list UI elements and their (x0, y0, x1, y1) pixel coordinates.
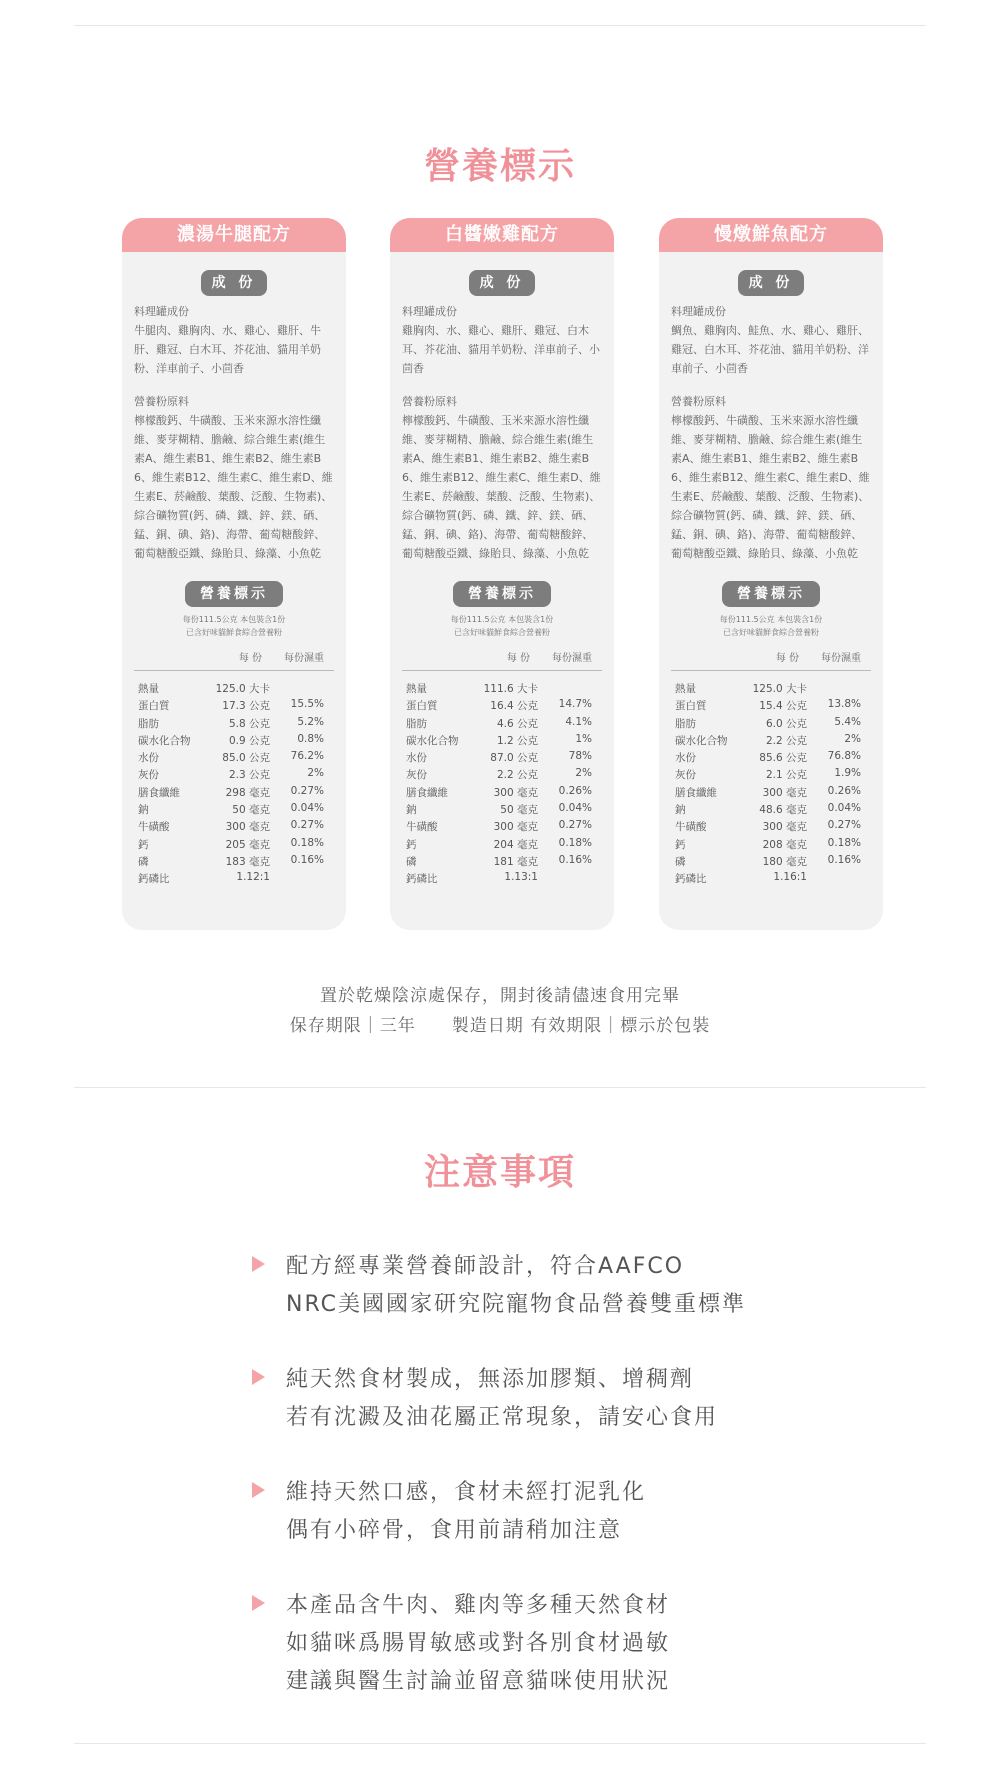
nutrient-name: 牛磺酸 (138, 821, 170, 834)
column-per-serving: 每 份 (238, 653, 262, 664)
recipe-card (122, 218, 346, 930)
nutrient-name: 脂肪 (406, 717, 427, 730)
nutrition-table (134, 681, 334, 889)
nutrition-row (402, 854, 602, 871)
recipe-card (659, 218, 883, 930)
nutrient-amount: 50 毫克 (500, 804, 538, 817)
note-line: NRC美國國家研究院寵物食品營養雙重標準 (286, 1292, 747, 1317)
nutrient-percent: 2% (575, 767, 592, 780)
serving-note: 已含好味貓鮮食綜合營養粉 (186, 628, 282, 637)
nutrient-name: 膳食纖維 (406, 786, 448, 799)
note-line: 維持天然口感，食材未經打泥乳化 (286, 1480, 647, 1505)
nutrition-row (671, 785, 871, 802)
nutrition-row (134, 819, 334, 836)
nutrient-name: 碳水化合物 (675, 734, 728, 747)
nutrition-row (671, 716, 871, 733)
can-ingredients-text: 鯛魚、雞胸肉、鮭魚、水、雞心、雞肝、雞冠、白木耳、芥花油、貓用羊奶粉、洋車前子、小茴香 (671, 324, 869, 375)
serving-info: 每份111.5公克 本包裝含1份 (182, 615, 286, 624)
nutrient-amount: 125.0 大卡 (215, 683, 270, 695)
nutrient-percent: 0.27% (827, 819, 861, 832)
nutrient-percent: 0.16% (827, 853, 861, 866)
nutrient-percent: 1% (575, 732, 592, 745)
recipe-title: 濃湯牛腿配方 (122, 218, 346, 252)
nutrient-percent: 0.04% (827, 802, 861, 815)
nutrition-badge: 營養標示 (722, 581, 820, 607)
recipe-title: 慢燉鮮魚配方 (659, 218, 883, 252)
nutrition-table (402, 681, 602, 889)
nutrient-percent: 2% (307, 767, 324, 780)
can-ingredients-heading: 料理罐成份 (671, 305, 726, 318)
nutrition-row (671, 854, 871, 871)
nutrition-row (402, 733, 602, 750)
ingredients-badge: 成 份 (201, 270, 267, 296)
nutrient-name: 蛋白質 (406, 700, 438, 713)
nutrition-row (402, 716, 602, 733)
nutrient-amount: 1.12:1 (236, 871, 270, 884)
top-divider (74, 25, 926, 26)
nutrition-table (671, 681, 871, 889)
nutrition-column-headers (402, 649, 602, 665)
nutrition-column-headers (134, 649, 334, 665)
column-per-serving: 每 份 (506, 653, 530, 664)
storage-line-1: 置於乾燥陰涼處保存，開封後請儘速食用完畢 (320, 986, 680, 1006)
nutrient-name: 脂肪 (675, 717, 696, 730)
nutrient-amount: 300 毫克 (225, 821, 270, 834)
nutrient-name: 磷 (138, 855, 149, 868)
nutrition-row (134, 785, 334, 802)
powder-ingredients-heading: 營養粉原料 (402, 395, 457, 408)
nutrient-name: 牛磺酸 (406, 821, 438, 834)
nutrition-row (402, 871, 602, 888)
nutrient-amount: 111.6 大卡 (483, 683, 538, 695)
triangle-bullet-icon (252, 1595, 265, 1611)
nutrition-row (134, 854, 334, 871)
nutrient-name: 牛磺酸 (675, 821, 707, 834)
nutrient-percent: 76.8% (827, 750, 861, 763)
nutrition-column-headers (671, 649, 871, 665)
nutrient-percent: 76.2% (290, 750, 324, 763)
nutrition-row (134, 698, 334, 715)
nutrient-percent: 13.8% (827, 698, 861, 711)
nutrition-row (402, 819, 602, 836)
nutrition-row (134, 871, 334, 888)
nutrient-percent: 0.16% (290, 853, 324, 866)
notes-list (252, 1248, 872, 1738)
nutrition-row (671, 819, 871, 836)
serving-note: 已含好味貓鮮食綜合營養粉 (723, 628, 819, 637)
nutrient-percent: 0.18% (558, 836, 592, 849)
can-ingredients-text: 牛腿肉、雞胸肉、水、雞心、雞肝、牛肝、雞冠、白木耳、芥花油、貓用羊奶粉、洋車前子、小茴香 (134, 324, 321, 375)
nutrient-amount: 4.6 公克 (496, 717, 538, 730)
nutrient-percent: 0.18% (827, 836, 861, 849)
nutrition-row (134, 750, 334, 767)
nutrient-percent: 0.04% (558, 802, 592, 815)
nutrient-name: 水份 (138, 752, 159, 765)
powder-ingredients-text: 檸檬酸鈣、牛磺酸、玉米來源水溶性纖維、麥芽糊精、膽鹼、綜合維生素(維生素A、維生素B1、維生素B2、維生素B6、維生素B12、維生素C、維生素D、維生素E、菸鹼酸、葉酸、泛酸、生物素)、綜合礦物質(鈣、磷、鐵、鋅、鎂、硒、錳、銅、碘、鉻)、海帶、葡萄糖酸鋅、葡萄糖酸亞鐵、綠貽貝、綠藻、小魚乾 (134, 414, 333, 560)
column-wet-weight: 每份濕重 (552, 653, 592, 664)
nutrient-amount: 17.3 公克 (222, 700, 270, 713)
can-ingredients-heading: 料理罐成份 (402, 305, 457, 318)
nutrient-percent: 4.1% (565, 715, 592, 728)
nutrition-row (402, 698, 602, 715)
nutrient-amount: 85.6 公克 (759, 752, 807, 765)
triangle-bullet-icon (252, 1482, 265, 1498)
nutrient-percent: 5.4% (834, 715, 861, 728)
nutrient-amount: 180 毫克 (762, 855, 807, 868)
nutrient-name: 灰份 (138, 769, 159, 782)
nutrient-name: 膳食纖維 (675, 786, 717, 799)
note-line: 配方經專業營養師設計，符合AAFCO (286, 1254, 685, 1279)
nutrition-row (671, 681, 871, 698)
nutrient-name: 磷 (675, 855, 686, 868)
nutrient-amount: 300 毫克 (493, 821, 538, 834)
nutrient-name: 碳水化合物 (406, 734, 459, 747)
note-line: 建議與醫生討論並留意貓咪使用狀況 (286, 1669, 671, 1694)
nutrient-name: 鈣 (406, 838, 417, 851)
nutrient-name: 磷 (406, 855, 417, 868)
nutrient-percent: 0.27% (290, 784, 324, 797)
serving-info: 每份111.5公克 本包裝含1份 (450, 615, 554, 624)
nutrition-row (671, 871, 871, 888)
nutrient-amount: 183 毫克 (225, 855, 270, 868)
nutrient-amount: 181 毫克 (493, 855, 538, 868)
nutrient-amount: 87.0 公克 (490, 752, 538, 765)
nutrient-amount: 125.0 大卡 (752, 683, 807, 695)
powder-ingredients-heading: 營養粉原料 (671, 395, 726, 408)
ingredients-badge: 成 份 (738, 270, 804, 296)
nutrient-amount: 300 毫克 (762, 821, 807, 834)
nutrition-row (671, 802, 871, 819)
nutrition-row (671, 733, 871, 750)
nutrient-amount: 0.9 公克 (228, 734, 270, 747)
nutrient-percent: 0.04% (290, 802, 324, 815)
middle-divider (74, 1087, 926, 1088)
nutrient-name: 鈣 (675, 838, 686, 851)
nutrition-row (134, 802, 334, 819)
note-item (252, 1248, 872, 1324)
recipe-card (390, 218, 614, 930)
nutrient-name: 膳食纖維 (138, 786, 180, 799)
nutrient-name: 水份 (675, 752, 696, 765)
column-per-serving: 每 份 (775, 653, 799, 664)
nutrition-badge: 營養標示 (453, 581, 551, 607)
nutrient-name: 鈉 (138, 804, 149, 817)
nutrient-name: 脂肪 (138, 717, 159, 730)
nutrient-amount: 204 毫克 (493, 838, 538, 851)
nutrient-amount: 1.13:1 (504, 871, 538, 884)
nutrient-percent: 78% (568, 750, 592, 763)
nutrient-percent: 1.9% (834, 767, 861, 780)
nutrient-amount: 50 毫克 (232, 804, 270, 817)
serving-note: 已含好味貓鮮食綜合營養粉 (454, 628, 550, 637)
bottom-divider (74, 1743, 926, 1744)
nutrition-row (134, 837, 334, 854)
can-ingredients-text: 雞胸肉、水、雞心、雞肝、雞冠、白木耳、芥花油、貓用羊奶粉、洋車前子、小茴香 (402, 324, 600, 375)
nutrient-name: 蛋白質 (675, 700, 707, 713)
nutrition-row (402, 767, 602, 784)
nutrient-amount: 2.2 公克 (496, 769, 538, 782)
note-line: 本產品含牛肉、雞肉等多種天然食材 (286, 1593, 671, 1618)
nutrient-percent: 0.27% (558, 819, 592, 832)
nutrient-percent: 0.18% (290, 836, 324, 849)
nutrition-row (402, 681, 602, 698)
nutrient-name: 熱量 (138, 683, 159, 695)
nutrient-amount: 6.0 公克 (765, 717, 807, 730)
triangle-bullet-icon (252, 1256, 265, 1272)
nutrition-row (134, 733, 334, 750)
nutrient-amount: 15.4 公克 (759, 700, 807, 713)
note-line: 若有沈澱及油花屬正常現象，請安心食用 (286, 1405, 719, 1430)
table-divider (671, 670, 871, 671)
powder-ingredients-text: 檸檬酸鈣、牛磺酸、玉米來源水溶性纖維、麥芽糊精、膽鹼、綜合維生素(維生素A、維生素B1、維生素B2、維生素B6、維生素B12、維生素C、維生素D、維生素E、菸鹼酸、葉酸、泛酸、生物素)、綜合礦物質(鈣、磷、鐵、鋅、鎂、硒、錳、銅、碘、鉻)、海帶、葡萄糖酸鋅、葡萄糖酸亞鐵、綠貽貝、綠藻、小魚乾 (402, 414, 601, 560)
nutrient-percent: 5.2% (297, 715, 324, 728)
column-wet-weight: 每份濕重 (284, 653, 324, 664)
nutrition-row (402, 802, 602, 819)
note-item (252, 1474, 872, 1550)
nutrient-percent: 0.16% (558, 853, 592, 866)
notes-section-title: 注意事項 (423, 1152, 576, 1193)
nutrient-name: 灰份 (675, 769, 696, 782)
nutrition-row (402, 785, 602, 802)
nutrition-row (671, 750, 871, 767)
nutrient-percent: 0.8% (297, 732, 324, 745)
storage-line-2: 保存期限｜三年 製造日期 有效期限｜標示於包裝 (289, 1016, 711, 1036)
note-line: 如貓咪爲腸胃敏感或對各別食材過敏 (286, 1631, 671, 1656)
nutrient-amount: 2.1 公克 (765, 769, 807, 782)
nutrition-row (671, 837, 871, 854)
nutrition-row (671, 767, 871, 784)
nutrient-name: 鈣 (138, 838, 149, 851)
nutrient-amount: 48.6 毫克 (759, 804, 807, 817)
note-line: 純天然食材製成，無添加膠類、增稠劑 (286, 1367, 695, 1392)
nutrient-amount: 2.2 公克 (765, 734, 807, 747)
nutrient-amount: 5.8 公克 (228, 717, 270, 730)
triangle-bullet-icon (252, 1369, 265, 1385)
nutrition-row (134, 767, 334, 784)
nutrient-amount: 298 毫克 (225, 786, 270, 799)
nutrient-amount: 300 毫克 (762, 786, 807, 799)
nutrient-amount: 1.16:1 (773, 871, 807, 884)
nutrition-section-title: 營養標示 (423, 146, 576, 187)
nutrient-percent: 0.27% (290, 819, 324, 832)
nutrient-amount: 2.3 公克 (228, 769, 270, 782)
nutrient-amount: 16.4 公克 (490, 700, 538, 713)
nutrient-name: 蛋白質 (138, 700, 170, 713)
recipe-cards (0, 218, 1000, 930)
powder-ingredients-text: 檸檬酸鈣、牛磺酸、玉米來源水溶性纖維、麥芽糊精、膽鹼、綜合維生素(維生素A、維生素B1、維生素B2、維生素B6、維生素B12、維生素C、維生素D、維生素E、菸鹼酸、葉酸、泛酸、生物素)、綜合礦物質(鈣、磷、鐵、鋅、鎂、硒、錳、銅、碘、鉻)、海帶、葡萄糖酸鋅、葡萄糖酸亞鐵、綠貽貝、綠藻、小魚乾 (671, 414, 870, 560)
nutrient-name: 鈣磷比 (675, 873, 707, 886)
powder-ingredients-heading: 營養粉原料 (134, 395, 189, 408)
nutrient-name: 水份 (406, 752, 427, 765)
nutrient-percent: 0.26% (827, 784, 861, 797)
nutrition-badge: 營養標示 (185, 581, 283, 607)
nutrient-percent: 2% (844, 732, 861, 745)
table-divider (402, 670, 602, 671)
nutrient-percent: 14.7% (558, 698, 592, 711)
nutrient-amount: 208 毫克 (762, 838, 807, 851)
ingredients-badge: 成 份 (469, 270, 535, 296)
nutrient-name: 鈉 (675, 804, 686, 817)
nutrient-name: 熱量 (675, 683, 696, 695)
table-divider (134, 670, 334, 671)
note-item (252, 1587, 872, 1701)
nutrition-row (402, 750, 602, 767)
nutrient-name: 熱量 (406, 683, 427, 695)
nutrient-percent: 15.5% (290, 698, 324, 711)
nutrition-row (671, 698, 871, 715)
note-item (252, 1361, 872, 1437)
nutrient-name: 碳水化合物 (138, 734, 191, 747)
nutrition-row (402, 837, 602, 854)
can-ingredients-heading: 料理罐成份 (134, 305, 189, 318)
nutrient-name: 鈣磷比 (406, 873, 438, 886)
nutrient-amount: 1.2 公克 (496, 734, 538, 747)
nutrient-amount: 300 毫克 (493, 786, 538, 799)
column-wet-weight: 每份濕重 (821, 653, 861, 664)
nutrient-name: 鈣磷比 (138, 873, 170, 886)
nutrient-name: 鈉 (406, 804, 417, 817)
note-line: 偶有小碎骨，食用前請稍加注意 (286, 1518, 623, 1543)
nutrition-row (134, 716, 334, 733)
serving-info: 每份111.5公克 本包裝含1份 (719, 615, 823, 624)
nutrient-amount: 205 毫克 (225, 838, 270, 851)
nutrient-percent: 0.26% (558, 784, 592, 797)
nutrition-row (134, 681, 334, 698)
nutrient-name: 灰份 (406, 769, 427, 782)
recipe-title: 白醬嫩雞配方 (390, 218, 614, 252)
nutrient-amount: 85.0 公克 (222, 752, 270, 765)
